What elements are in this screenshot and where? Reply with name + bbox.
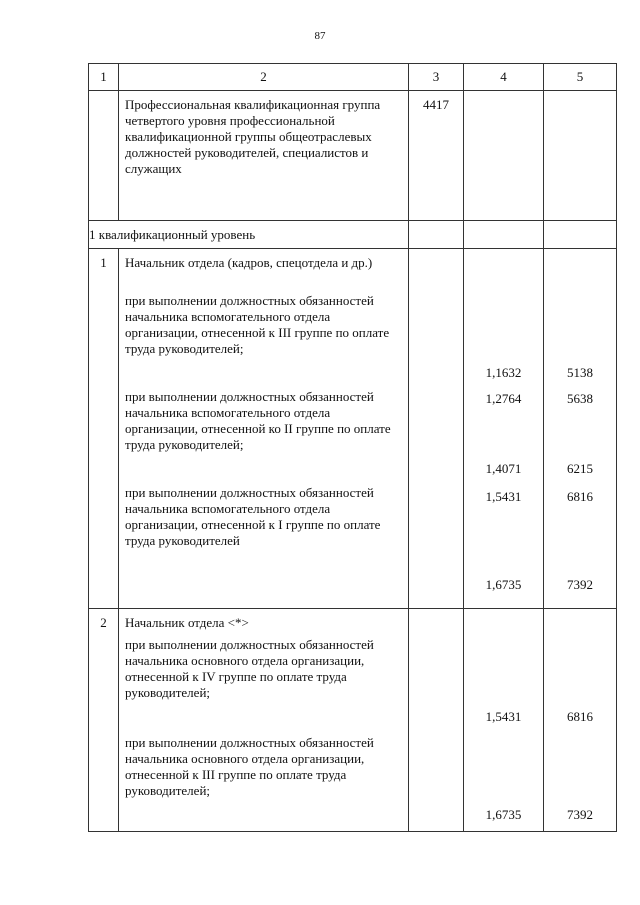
group-code: 4417 <box>423 97 449 112</box>
condition-text: при выполнении должностных обязанностей начальника вспомогательного отдела организации, отнесенной к III группе по оплате труда руководителей; <box>125 293 390 356</box>
salary: 5638 <box>567 391 593 406</box>
salary: 7392 <box>567 577 593 592</box>
page-number: 87 <box>314 30 326 42</box>
column-header: 2 <box>119 64 409 91</box>
column-header: 3 <box>409 64 464 91</box>
table-header-row <box>89 64 617 91</box>
coefficient: 1,4071 <box>485 461 522 476</box>
column-header: 5 <box>544 64 617 91</box>
condition-text: при выполнении должностных обязанностей начальника вспомогательного отдела организации, отнесенной к I группе по оплате труда руководителей <box>125 485 381 548</box>
salary: 7392 <box>567 807 593 822</box>
salary: 5138 <box>567 365 593 380</box>
coefficient: 1,5431 <box>485 709 522 724</box>
group-row <box>89 91 617 221</box>
salary: 6816 <box>567 489 593 504</box>
coefficient: 1,2764 <box>485 391 522 406</box>
coefficient: 1,6735 <box>485 807 522 822</box>
position-row <box>89 249 617 609</box>
position-title: Начальник отдела (кадров, спецотдела и др.) <box>125 255 373 270</box>
position-row <box>89 609 617 832</box>
coefficient: 1,1632 <box>485 365 522 380</box>
position-number: 1 <box>100 255 107 270</box>
qualification-level: 1 квалификационный уровень <box>89 221 409 249</box>
column-header: 4 <box>464 64 544 91</box>
group-title: Профессиональная квалификационная группа четвертого уровня профессиональной квалификационной группы общеотраслевых должностей руководителей, специалистов и служащих <box>125 97 381 176</box>
salary-table <box>88 63 617 832</box>
position-number: 2 <box>100 615 107 630</box>
level-row <box>89 221 617 249</box>
condition-text: при выполнении должностных обязанностей начальника основного отдела организации, отнесенной к III группе по оплате труда руководителей; <box>125 735 374 798</box>
salary: 6816 <box>567 709 593 724</box>
coefficient: 1,6735 <box>485 577 522 592</box>
salary: 6215 <box>567 461 593 476</box>
position-title: Начальник отдела <*> <box>125 615 249 630</box>
coefficient: 1,5431 <box>485 489 522 504</box>
condition-text: при выполнении должностных обязанностей начальника вспомогательного отдела организации, отнесенной ко II группе по оплате труда руководителей; <box>125 389 391 452</box>
condition-text: при выполнении должностных обязанностей начальника основного отдела организации, отнесенной к IV группе по оплате труда руководителей; <box>125 637 374 700</box>
column-header: 1 <box>89 64 119 91</box>
